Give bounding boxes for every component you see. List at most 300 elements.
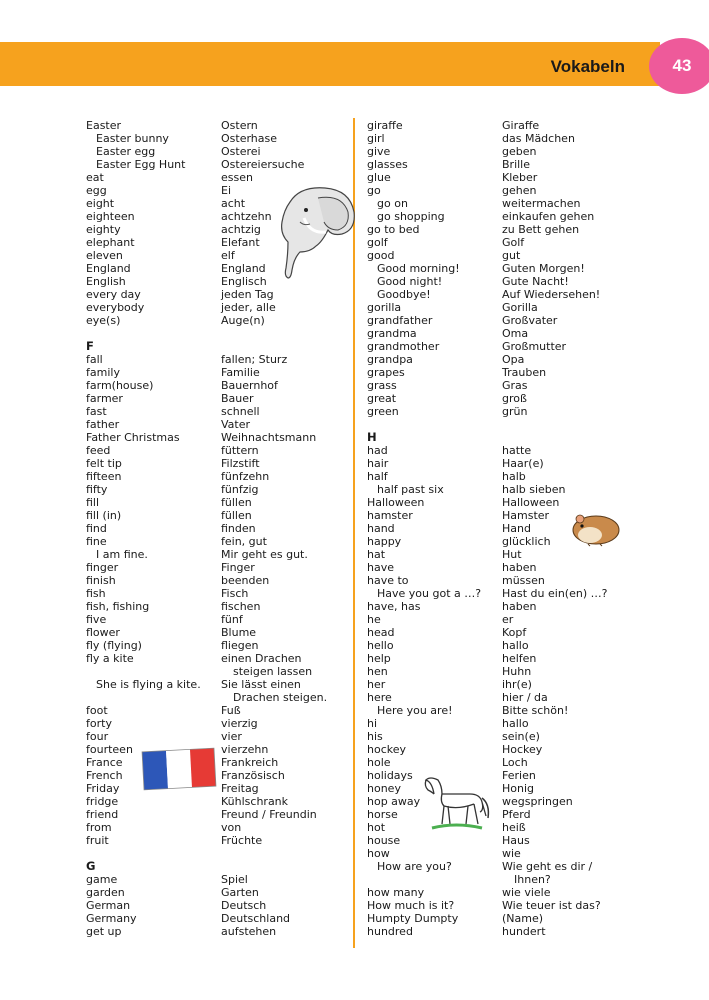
german-translation: gut — [502, 249, 521, 262]
vocab-entry — [86, 626, 327, 639]
german-translation: haben — [502, 561, 537, 574]
german-translation: Englisch — [221, 275, 267, 288]
german-translation: hundert — [502, 925, 546, 938]
vocab-entry — [367, 587, 607, 600]
vocab-entry — [367, 132, 607, 145]
german-translation: Französisch — [221, 769, 285, 782]
english-term: house — [367, 834, 401, 847]
german-translation: Opa — [502, 353, 525, 366]
german-translation: Gras — [502, 379, 528, 392]
english-term: hello — [367, 639, 394, 652]
english-term: glasses — [367, 158, 408, 171]
vocab-entry — [86, 444, 327, 457]
vocab-entry — [367, 210, 607, 223]
german-translation: Brille — [502, 158, 531, 171]
german-translation: Honig — [502, 782, 535, 795]
english-term: get up — [86, 925, 122, 938]
german-translation: Loch — [502, 756, 528, 769]
english-term: How much is it? — [367, 899, 455, 912]
german-translation: Hockey — [502, 743, 543, 756]
english-term: he — [367, 613, 381, 626]
english-term: hair — [367, 457, 389, 470]
vocab-entry — [86, 574, 327, 587]
vocab-entry — [367, 574, 607, 587]
vocab-entry — [86, 561, 327, 574]
german-translation: Bitte schön! — [502, 704, 569, 717]
vocab-entry — [86, 730, 327, 743]
page-number: 43 — [672, 56, 692, 75]
german-translation: Großmutter — [502, 340, 567, 353]
german-translation: Weihnachtsmann — [221, 431, 317, 444]
vocab-entry — [367, 561, 607, 574]
english-term: good — [367, 249, 395, 262]
english-term: giraffe — [367, 119, 403, 132]
vocab-entry — [367, 171, 607, 184]
vocab-entry — [367, 197, 607, 210]
vocab-entry — [367, 548, 607, 561]
english-term: Here you are! — [377, 704, 453, 717]
english-term: grass — [367, 379, 397, 392]
vocab-entry — [86, 678, 327, 691]
vocab-entry — [367, 743, 607, 756]
vocab-entry — [86, 808, 327, 821]
vocab-entry — [86, 392, 327, 405]
section-gap — [86, 327, 327, 340]
english-term: finger — [86, 561, 119, 574]
english-term — [367, 873, 502, 886]
english-term: Easter egg — [96, 145, 156, 158]
vocab-entry — [86, 301, 327, 314]
vocab-entry — [86, 158, 327, 171]
german-translation: Spiel — [221, 873, 248, 886]
horse-illustration — [420, 772, 492, 832]
vocab-entry — [367, 236, 607, 249]
english-term: garden — [86, 886, 125, 899]
german-translation: halb sieben — [502, 483, 566, 496]
english-term: Father Christmas — [86, 431, 180, 444]
german-translation: fein, gut — [221, 535, 267, 548]
english-term: go — [367, 184, 381, 197]
german-translation: Pferd — [502, 808, 531, 821]
vocab-entry — [86, 431, 327, 444]
german-translation: das Mädchen — [502, 132, 575, 145]
vocab-entry — [367, 613, 607, 626]
english-term: father — [86, 418, 120, 431]
vocab-entry — [86, 587, 327, 600]
vocab-entry — [367, 886, 607, 899]
vocab-entry — [367, 912, 607, 925]
english-term: five — [86, 613, 107, 626]
german-translation: beenden — [221, 574, 270, 587]
english-term: English — [86, 275, 126, 288]
vocab-entry — [367, 730, 607, 743]
english-term: have to — [367, 574, 409, 587]
english-term: France — [86, 756, 123, 769]
vocab-entry — [86, 886, 327, 899]
german-translation: Früchte — [221, 834, 263, 847]
german-translation: vierzehn — [221, 743, 269, 756]
vocab-entry — [367, 899, 607, 912]
vocab-entry — [367, 223, 607, 236]
english-term: hop away — [367, 795, 421, 808]
vocab-entry — [86, 418, 327, 431]
german-translation: Fuß — [221, 704, 241, 717]
vocab-entry — [367, 457, 607, 470]
english-term: glue — [367, 171, 391, 184]
vocab-entry — [367, 860, 607, 873]
english-term: fifty — [86, 483, 108, 496]
english-term: hat — [367, 548, 386, 561]
english-term: hamster — [367, 509, 413, 522]
english-term: grandma — [367, 327, 417, 340]
vocab-entry — [86, 652, 327, 665]
english-term: Halloween — [367, 496, 425, 509]
english-term: fish — [86, 587, 106, 600]
german-translation: Drachen steigen. — [233, 691, 328, 704]
english-term: fly (flying) — [86, 639, 142, 652]
english-term: England — [86, 262, 131, 275]
german-translation: groß — [502, 392, 527, 405]
english-term: hen — [367, 665, 388, 678]
english-term: eighty — [86, 223, 121, 236]
vocab-entry — [86, 912, 327, 925]
english-term: German — [86, 899, 131, 912]
vocab-entry — [367, 600, 607, 613]
vocab-entry — [367, 405, 607, 418]
english-term: fill — [86, 496, 100, 509]
english-term: eat — [86, 171, 104, 184]
german-translation: elf — [221, 249, 235, 262]
english-term: farm(house) — [86, 379, 154, 392]
vocab-entry — [86, 405, 327, 418]
english-term: Goodbye! — [377, 288, 431, 301]
english-term: half past six — [377, 483, 444, 496]
vocab-entry — [367, 158, 607, 171]
german-translation: müssen — [502, 574, 545, 587]
english-term: go shopping — [377, 210, 445, 223]
german-translation: grün — [502, 405, 528, 418]
section-letter-heading: F — [86, 339, 94, 353]
vocab-entry — [367, 301, 607, 314]
german-translation: geben — [502, 145, 537, 158]
german-translation: Blume — [221, 626, 257, 639]
section-title: Vokabeln — [550, 57, 625, 76]
vocab-entry — [367, 379, 607, 392]
german-translation: Gorilla — [502, 301, 538, 314]
english-term: fill (in) — [86, 509, 122, 522]
vocab-entry — [367, 262, 607, 275]
vocab-entry — [367, 119, 607, 132]
english-term: from — [86, 821, 112, 834]
german-translation: wegspringen — [502, 795, 573, 808]
english-term: hockey — [367, 743, 407, 756]
english-term: farmer — [86, 392, 123, 405]
english-term: give — [367, 145, 391, 158]
english-term: had — [367, 444, 388, 457]
english-term: half — [367, 470, 388, 483]
english-term: How are you? — [377, 860, 452, 873]
english-term: feed — [86, 444, 111, 457]
german-translation: er — [502, 613, 514, 626]
german-translation: zu Bett gehen — [502, 223, 580, 236]
german-translation: aufstehen — [221, 925, 277, 938]
german-translation: (Name) — [502, 912, 544, 925]
german-translation: Bauernhof — [221, 379, 278, 392]
vocab-entry — [367, 626, 607, 639]
english-term: friend — [86, 808, 119, 821]
german-translation: helfen — [502, 652, 537, 665]
german-translation: Gute Nacht! — [502, 275, 569, 288]
english-term: how — [367, 847, 390, 860]
german-translation: Vater — [221, 418, 251, 431]
german-translation: vierzig — [221, 717, 258, 730]
english-term: French — [86, 769, 123, 782]
vocab-entry — [367, 327, 607, 340]
vocab-entry — [86, 873, 327, 886]
german-translation: finden — [221, 522, 256, 535]
vocab-entry — [86, 470, 327, 483]
section-letter-heading: G — [86, 859, 96, 873]
german-translation: Frankreich — [221, 756, 279, 769]
vocab-entry — [367, 678, 607, 691]
german-translation: Hast du ein(en) …? — [502, 587, 608, 600]
english-term: grandfather — [367, 314, 433, 327]
german-translation: Auf Wiedersehen! — [502, 288, 601, 301]
german-translation: Ihnen? — [514, 873, 551, 886]
german-translation: jeder, alle — [221, 301, 276, 314]
english-term: fish, fishing — [86, 600, 150, 613]
german-translation: Auge(n) — [221, 314, 265, 327]
english-term: grandmother — [367, 340, 440, 353]
german-translation: fünf — [221, 613, 243, 626]
english-term: girl — [367, 132, 385, 145]
german-translation: fallen; Sturz — [221, 353, 288, 366]
english-term: have, has — [367, 600, 421, 613]
german-translation: Freund / Freundin — [221, 808, 317, 821]
vocab-entry — [86, 119, 327, 132]
vocab-entry — [86, 314, 327, 327]
vocab-entry — [367, 873, 607, 886]
vocab-entry — [367, 665, 607, 678]
vocab-entry — [86, 691, 327, 704]
german-translation: wie — [502, 847, 521, 860]
vocab-entry — [86, 535, 327, 548]
vocab-entry — [367, 496, 607, 509]
vocab-entry — [86, 379, 327, 392]
german-translation: Ferien — [502, 769, 536, 782]
english-term: how many — [367, 886, 425, 899]
english-term — [86, 665, 221, 678]
german-translation: Elefant — [221, 236, 260, 249]
german-translation: Trauben — [502, 366, 547, 379]
english-term — [86, 691, 221, 704]
german-translation: Deutsch — [221, 899, 267, 912]
vocab-entry — [86, 795, 327, 808]
vocab-entry — [86, 483, 327, 496]
english-term: foot — [86, 704, 108, 717]
english-term: fast — [86, 405, 107, 418]
german-translation: Giraffe — [502, 119, 540, 132]
german-translation: Fisch — [221, 587, 249, 600]
english-term: fourteen — [86, 743, 133, 756]
vocab-entry — [86, 366, 327, 379]
german-translation: Hut — [502, 548, 522, 561]
german-translation: Kopf — [502, 626, 527, 639]
german-translation: füllen — [221, 496, 252, 509]
german-translation: Guten Morgen! — [502, 262, 585, 275]
german-translation: Bauer — [221, 392, 254, 405]
german-translation: fünfzig — [221, 483, 259, 496]
german-translation: einen Drachen — [221, 652, 302, 665]
german-translation: Golf — [502, 236, 525, 249]
english-term: honey — [367, 782, 401, 795]
vocab-entry — [86, 509, 327, 522]
vocab-entry — [86, 639, 327, 652]
german-translation: halb — [502, 470, 526, 483]
english-term: everybody — [86, 301, 145, 314]
vocab-entry — [367, 834, 607, 847]
vocab-entry — [367, 288, 607, 301]
vocab-entry — [86, 132, 327, 145]
english-term: go on — [377, 197, 408, 210]
english-term: Easter — [86, 119, 122, 132]
vocab-entry — [367, 704, 607, 717]
vocab-entry — [367, 639, 607, 652]
english-term: eleven — [86, 249, 123, 262]
english-term: finish — [86, 574, 116, 587]
vocab-entry — [367, 925, 607, 938]
english-term: eight — [86, 197, 115, 210]
german-translation: hatte — [502, 444, 532, 457]
english-term: fruit — [86, 834, 109, 847]
german-translation: von — [221, 821, 242, 834]
english-term: holidays — [367, 769, 413, 782]
german-translation: hallo — [502, 639, 529, 652]
english-term: golf — [367, 236, 388, 249]
german-translation: einkaufen gehen — [502, 210, 595, 223]
english-term: green — [367, 405, 399, 418]
vocab-entry — [367, 483, 607, 496]
german-translation: fischen — [221, 600, 261, 613]
english-term: felt tip — [86, 457, 122, 470]
english-term: forty — [86, 717, 112, 730]
german-translation: Finger — [221, 561, 255, 574]
english-term: four — [86, 730, 109, 743]
german-translation: Kühlschrank — [221, 795, 289, 808]
vocab-entry — [367, 314, 607, 327]
german-translation: füllen — [221, 509, 252, 522]
english-term: go to bed — [367, 223, 420, 236]
english-term: Humpty Dumpty — [367, 912, 459, 925]
german-translation: essen — [221, 171, 253, 184]
english-term: here — [367, 691, 392, 704]
english-term: his — [367, 730, 383, 743]
english-term: gorilla — [367, 301, 402, 314]
german-translation: steigen lassen — [233, 665, 313, 678]
french-flag-illustration — [139, 746, 219, 792]
german-translation: haben — [502, 600, 537, 613]
english-term: happy — [367, 535, 402, 548]
section-letter-heading: H — [367, 430, 377, 444]
german-translation: hallo — [502, 717, 529, 730]
german-translation: fliegen — [221, 639, 259, 652]
vocab-entry — [367, 691, 607, 704]
vocab-entry — [367, 184, 607, 197]
english-term: hole — [367, 756, 391, 769]
english-term: Good morning! — [377, 262, 460, 275]
german-translation: wie viele — [502, 886, 551, 899]
german-translation: Kleber — [502, 171, 538, 184]
vocab-entry — [86, 704, 327, 717]
vocab-entry — [86, 899, 327, 912]
english-term: I am fine. — [96, 548, 148, 561]
section-gap — [86, 847, 327, 860]
english-term: great — [367, 392, 397, 405]
vocab-entry — [86, 457, 327, 470]
english-term: hundred — [367, 925, 413, 938]
english-term: fine — [86, 535, 107, 548]
english-term: grapes — [367, 366, 405, 379]
english-term: hi — [367, 717, 378, 730]
vocab-entry — [86, 522, 327, 535]
english-term: game — [86, 873, 118, 886]
english-term: Friday — [86, 782, 120, 795]
vocab-entry — [367, 275, 607, 288]
german-translation: ihr(e) — [502, 678, 532, 691]
vocab-entry — [367, 249, 607, 262]
german-translation: achtzig — [221, 223, 261, 236]
vocab-entry — [86, 925, 327, 938]
german-translation: vier — [221, 730, 242, 743]
german-translation: Wie teuer ist das? — [502, 899, 601, 912]
english-term: fall — [86, 353, 103, 366]
vocab-entry — [367, 470, 607, 483]
english-term: elephant — [86, 236, 135, 249]
vocab-entry — [367, 717, 607, 730]
german-translation: Huhn — [502, 665, 532, 678]
english-term: grandpa — [367, 353, 413, 366]
english-term: have — [367, 561, 394, 574]
german-translation: fünfzehn — [221, 470, 270, 483]
section-gap — [367, 418, 607, 431]
german-translation: weitermachen — [502, 197, 581, 210]
german-translation: Familie — [221, 366, 260, 379]
german-translation: acht — [221, 197, 246, 210]
german-translation: jeden Tag — [221, 288, 274, 301]
vocab-entry — [367, 340, 607, 353]
vocab-entry — [86, 548, 327, 561]
elephant-illustration — [270, 182, 356, 282]
german-translation: glücklich — [502, 535, 551, 548]
german-translation: Haar(e) — [502, 457, 544, 470]
english-term: find — [86, 522, 107, 535]
german-translation: Deutschland — [221, 912, 291, 925]
vocab-entry — [86, 353, 327, 366]
english-term: help — [367, 652, 391, 665]
english-term: fifteen — [86, 470, 122, 483]
german-translation: Großvater — [502, 314, 558, 327]
german-translation: Ei — [221, 184, 232, 197]
english-term: head — [367, 626, 395, 639]
german-translation: heiß — [502, 821, 526, 834]
english-term: family — [86, 366, 120, 379]
vocab-entry — [86, 717, 327, 730]
english-term: hand — [367, 522, 395, 535]
vocab-entry — [86, 613, 327, 626]
english-term: hot — [367, 821, 386, 834]
german-translation: füttern — [221, 444, 259, 457]
german-translation: hier / da — [502, 691, 548, 704]
